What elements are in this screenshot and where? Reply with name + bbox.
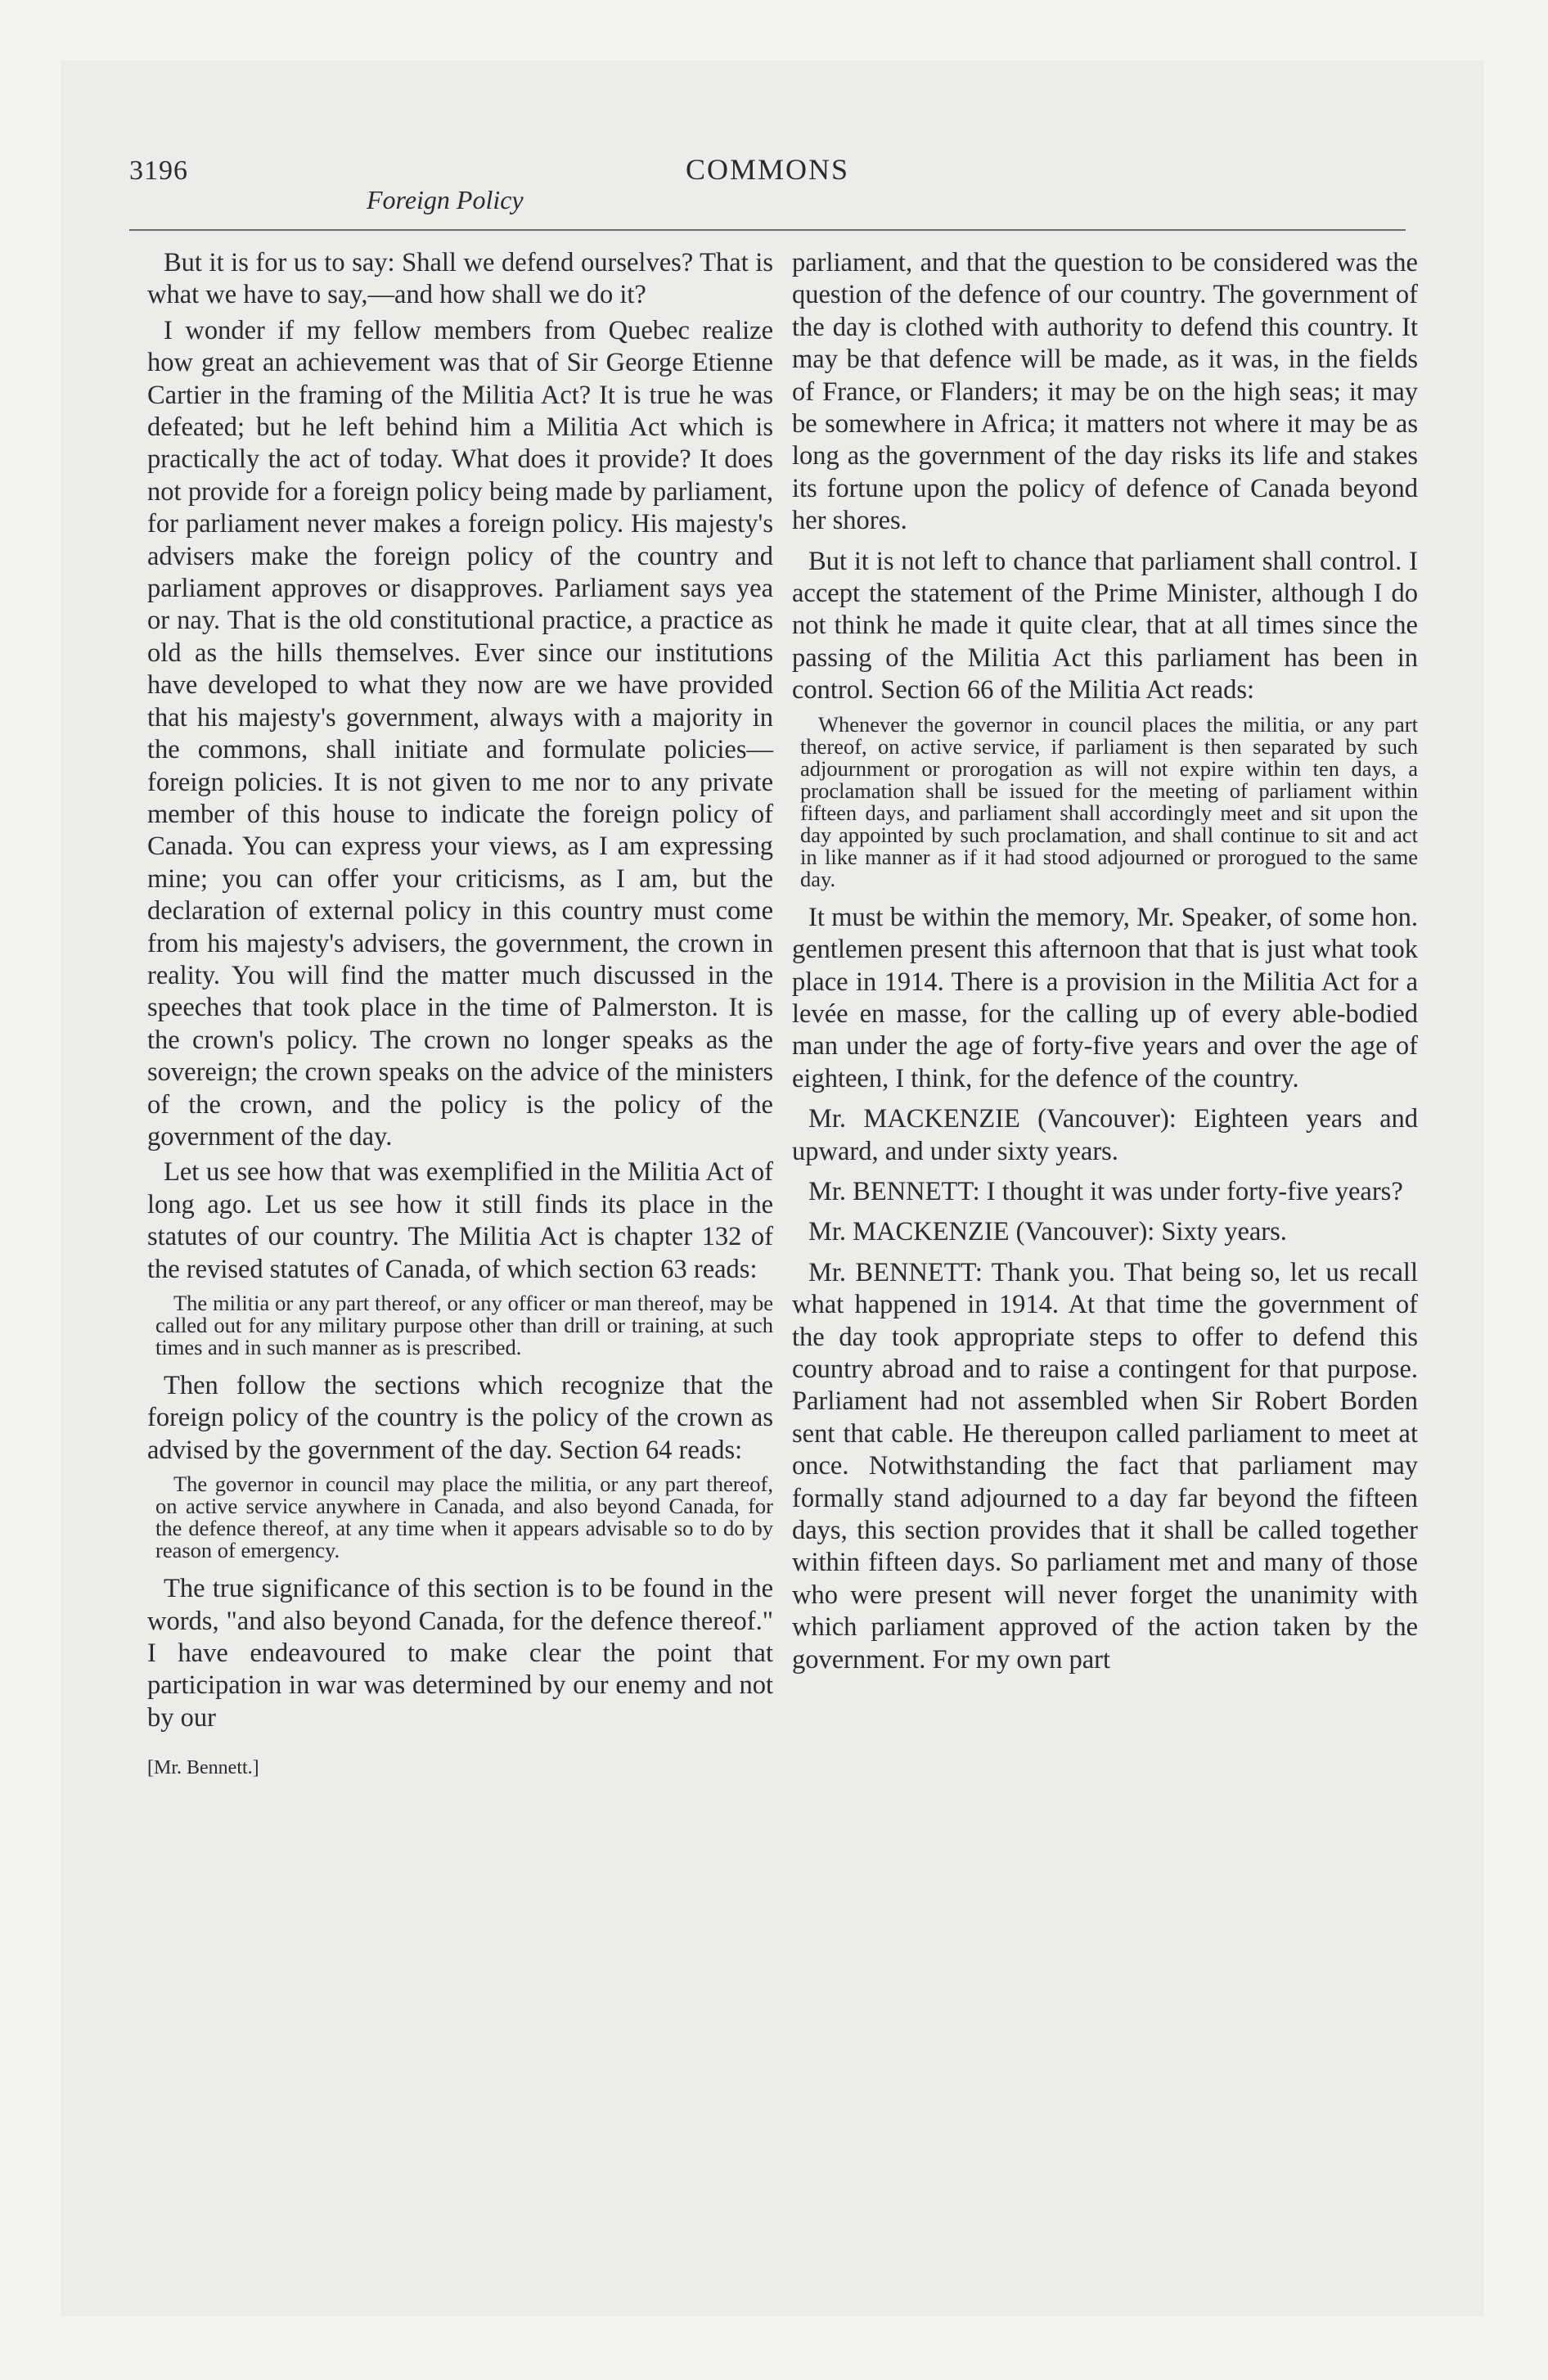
paragraph: Mr. BENNETT: Thank you. That being so, let us recall what happened in 1914. At that time the government of the day took appropriate steps to offer to defend this country abroad and to raise a contingent for that purpose. Parliament had not assembled when Sir Robert Borden sent that cable. He thereupon called parliament to meet at once. Notwithstanding the fact that parliament may formally stand adjourned to a day far beyond the fifteen days, this section provides that it shall be called together within fifteen days. So parliament met and many of those who were present will never forget the unanimity with which parliament approved of the action taken by the government. For my own part [792,1257,1418,1675]
paragraph: Then follow the sections which recognize that the foreign policy of the country is the policy of the crown as advised by the government of the day. Section 64 reads: [147,1371,773,1465]
paragraph: Mr. MACKENZIE (Vancouver): Eighteen years and upward, and under sixty years. [792,1104,1418,1166]
page-number: 3196 [129,156,188,186]
right-column [792,247,1418,1679]
header-rule [129,229,1406,231]
speaker-attribution: [Mr. Bennett.] [147,1757,259,1779]
header-subtitle: Foreign Policy [367,185,524,214]
page-header [129,147,1406,223]
paragraph: parliament, and that the question to be considered was the question of the defence of our country. The government of the day is clothed with authority to defend this country. It may be that defence will be made, as it was, in the fields of France, or Flanders; it may be on the high seas; it may be somewhere in Africa; it matters not where it may be as long as the government of the day risks its life and stakes its fortune upon the policy of defence of Canada beyond her shores. [792,248,1418,536]
quoted-statute: The militia or any part thereof, or any officer or man thereof, may be called out for any military purpose other than drill or training, at such times and in such manner as is prescribed. [155,1291,773,1359]
paragraph: Mr. MACKENZIE (Vancouver): Sixty years. [808,1217,1287,1247]
paragraph: Mr. BENNETT: I thought it was under forty-five years? [808,1176,1403,1206]
quoted-statute: The governor in council may place the militia, or any part thereof, on active service anywhere in Canada, and also beyond Canada, for the defence thereof, at any time when it appears advisable so to do by reason of emergency. [155,1472,773,1563]
paragraph: But it is for us to say: Shall we defend ourselves? That is what we have to say,—and how shall we do it? [147,248,773,310]
header-title: COMMONS [685,153,850,186]
paragraph: It must be within the memory, Mr. Speaker, of some hon. gentlemen present this afternoon that that is just what took place in 1914. There is a provision in the Militia Act for a levée en masse, for the calling up of every able-bodied man under the age of forty-five years and over the age of eighteen, I think, for the defence of the country. [792,902,1418,1093]
left-column [147,247,773,1785]
paragraph: But it is not left to chance that parliament shall control. I accept the statement of the Prime Minister, although I do not think he made it quite clear, that at all times since the passing of the Militia Act this parliament has been in control. Section 66 of the Militia Act reads: [792,546,1418,705]
paragraph: The true significance of this section is to be found in the words, "and also beyond Canada, for the defence thereof." I have endeavoured to make clear the point that participation in war was determined by our enemy and not by our [147,1574,773,1733]
paragraph: I wonder if my fellow members from Quebec realize how great an achievement was that of Sir George Etienne Cartier in the framing of the Militia Act? It is true he was defeated; but he left behind him a Militia Act which is practically the act of today. What does it provide? It does not provide for a foreign policy being made by parliament, for parliament never makes a foreign policy. His majesty's advisers make the foreign policy of the country and parliament approves or disapproves. Parliament says yea or nay. That is the old constitutional practice, a practice as old as the hills themselves. Ever since our institutions have developed to what they now are we have provided that his majesty's government, always with a majority in the commons, shall initiate and formulate policies—foreign policies. It is not given to me nor to any private member of this house to indicate the foreign policy of Canada. You can express your views, as I am expressing mine; you can offer your criticisms, as I am, but the declaration of external policy in this country must come from his majesty's advisers, the government, the crown in reality. You will find the matter much discussed in the speeches that took place in the time of Palmerston. It is the crown's policy. The crown no longer speaks as the sovereign; the crown speaks on the advice of the ministers of the crown, and the policy is the policy of the government of the day. [147,315,773,1152]
quoted-statute: Whenever the governor in council places the militia, or any part thereof, on active service, if parliament is then separated by such adjournment or prorogation as will not expire within ten days, a proclamation shall be issued for the meeting of parliament within fifteen days, and parliament shall accordingly meet and sit upon the day appointed by such proclamation, and shall continue to sit and act in like manner as if it had stood adjourned or prorogued to the same day. [800,711,1418,891]
paragraph: Let us see how that was exemplified in the Militia Act of long ago. Let us see how it still finds its place in the statutes of our country. The Militia Act is chapter 132 of the revised statutes of Canada, of which section 63 reads: [147,1157,773,1284]
